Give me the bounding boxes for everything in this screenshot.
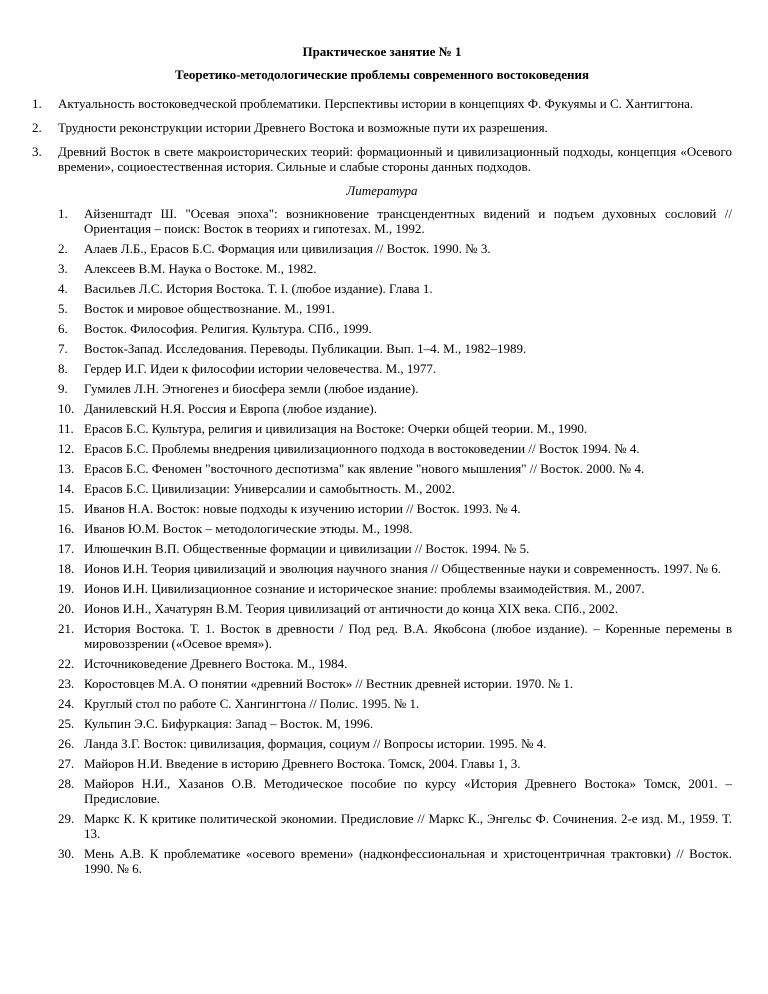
literature-number: 7. bbox=[58, 341, 68, 356]
question-number: 1. bbox=[32, 96, 42, 111]
literature-item bbox=[58, 716, 732, 731]
literature-text: Ланда З.Г. Восток: цивилизация, формация, социум // Вопросы истории. 1995. № 4. bbox=[84, 736, 547, 751]
literature-number: 3. bbox=[58, 261, 68, 276]
literature-number: 15. bbox=[58, 501, 75, 516]
literature-number: 18. bbox=[58, 561, 75, 576]
literature-text: Майоров Н.И., Хазанов О.В. Методическое пособие по курсу «История Древнего Востока» Томск, 2001. – Предисловие. bbox=[84, 776, 732, 806]
literature-number: 25. bbox=[58, 716, 75, 731]
literature-text: Алаев Л.Б., Ерасов Б.С. Формация или цивилизация // Восток. 1990. № 3. bbox=[84, 241, 491, 256]
literature-number: 30. bbox=[58, 846, 75, 861]
literature-item bbox=[58, 501, 732, 516]
literature-number: 20. bbox=[58, 601, 75, 616]
literature-item bbox=[58, 421, 732, 436]
literature-item bbox=[58, 301, 732, 316]
literature-item bbox=[58, 541, 732, 556]
literature-text: Иванов Н.А. Восток: новые подходы к изучению истории // Восток. 1993. № 4. bbox=[84, 501, 521, 516]
question-text: Актуальность востоковедческой проблематики. Перспективы истории в концепциях Ф. Фукуямы и С. Хантигтона. bbox=[58, 96, 694, 111]
literature-number: 23. bbox=[58, 676, 75, 691]
literature-number: 1. bbox=[58, 206, 68, 221]
literature-item bbox=[58, 341, 732, 356]
literature-text: Ионов И.Н. Теория цивилизаций и эволюция научного знания // Общественные науки и современность. 1997. № 6. bbox=[84, 561, 721, 576]
literature-text: Коростовцев М.А. О понятии «древний Восток» // Вестник древней истории. 1970. № 1. bbox=[84, 676, 574, 691]
literature-text: Ерасов Б.С. Проблемы внедрения цивилизационного подхода в востоковедении // Восток 1994. № 4. bbox=[84, 441, 640, 456]
literature-text: Гердер И.Г. Идеи к философии истории человечества. М., 1977. bbox=[84, 361, 437, 376]
literature-number: 9. bbox=[58, 381, 68, 396]
literature-item bbox=[58, 441, 732, 456]
literature-number: 28. bbox=[58, 776, 75, 791]
literature-text: Ионов И.Н. Цивилизационное сознание и историческое знание: проблемы взаимодействия. М., 2007. bbox=[84, 581, 645, 596]
literature-item bbox=[58, 381, 732, 396]
literature-number: 16. bbox=[58, 521, 75, 536]
question-text: Трудности реконструкции истории Древнего Востока и возможные пути их разрешения. bbox=[58, 120, 548, 135]
literature-item bbox=[58, 481, 732, 496]
literature-text: Мень А.В. К проблематике «осевого времени» (надконфессиональная и христоцентричная трактовки) // Восток. 1990. № 6. bbox=[84, 846, 732, 876]
literature-number: 26. bbox=[58, 736, 75, 751]
literature-item bbox=[58, 601, 732, 616]
literature-text: Ерасов Б.С. Культура, религия и цивилизация на Востоке: Очерки общей теории. М., 1990. bbox=[84, 421, 588, 436]
literature-number: 22. bbox=[58, 656, 75, 671]
literature-number: 12. bbox=[58, 441, 75, 456]
literature-text: Илюшечкин В.П. Общественные формации и цивилизации // Восток. 1994. № 5. bbox=[84, 541, 530, 556]
literature-number: 14. bbox=[58, 481, 75, 496]
literature-item bbox=[58, 581, 732, 596]
literature-item bbox=[58, 281, 732, 296]
question-item bbox=[32, 120, 732, 135]
literature-item bbox=[58, 736, 732, 751]
literature-number: 4. bbox=[58, 281, 68, 296]
literature-item bbox=[58, 261, 732, 276]
literature-text: Иванов Ю.М. Восток – методологические этюды. М., 1998. bbox=[84, 521, 413, 536]
literature-text: Данилевский Н.Я. Россия и Европа (любое издание). bbox=[84, 401, 377, 416]
question-item bbox=[32, 96, 732, 111]
literature-text: Восток-Запад. Исследования. Переводы. Публикации. Вып. 1–4. М., 1982–1989. bbox=[84, 341, 527, 356]
page-title: Практическое занятие № 1 bbox=[302, 44, 462, 59]
literature-text: Маркс К. К критике политической экономии. Предисловие // Маркс К., Энгельс Ф. Сочинения. 2-е изд. М., 1959. Т. 13. bbox=[84, 811, 732, 841]
question-number: 3. bbox=[32, 144, 42, 159]
literature-text: Майоров Н.И. Введение в историю Древнего Востока. Томск, 2004. Главы 1, 3. bbox=[84, 756, 521, 771]
literature-number: 19. bbox=[58, 581, 75, 596]
literature-item bbox=[58, 846, 732, 876]
literature-number: 10. bbox=[58, 401, 75, 416]
literature-number: 29. bbox=[58, 811, 75, 826]
literature-text: Ерасов Б.С. Цивилизации: Универсалии и самобытность. М., 2002. bbox=[84, 481, 455, 496]
literature-number: 8. bbox=[58, 361, 68, 376]
literature-item bbox=[58, 321, 732, 336]
literature-number: 2. bbox=[58, 241, 68, 256]
literature-text: Васильев Л.С. История Востока. Т. I. (любое издание). Глава 1. bbox=[84, 281, 433, 296]
literature-item bbox=[58, 401, 732, 416]
literature-item bbox=[58, 241, 732, 256]
literature-number: 17. bbox=[58, 541, 75, 556]
literature-text: Гумилев Л.Н. Этногенез и биосфера земли (любое издание). bbox=[84, 381, 419, 396]
literature-item bbox=[58, 461, 732, 476]
literature-list bbox=[32, 206, 732, 876]
literature-item bbox=[58, 361, 732, 376]
literature-number: 11. bbox=[58, 421, 74, 436]
question-text: Древний Восток в свете макроисторических теорий: формационный и цивилизационный подходы, концепция «Осевого времени», социоестественная история. Сильные и слабые стороны данных подходов. bbox=[58, 144, 732, 174]
literature-text: Восток и мировое обществознание. М., 1991. bbox=[84, 301, 335, 316]
literature-heading: Литература bbox=[346, 183, 418, 198]
literature-item bbox=[58, 521, 732, 536]
literature-number: 27. bbox=[58, 756, 75, 771]
literature-number: 21. bbox=[58, 621, 75, 636]
literature-item bbox=[58, 656, 732, 671]
literature-item bbox=[58, 756, 732, 771]
literature-text: Кульпин Э.С. Бифуркация: Запад – Восток. М, 1996. bbox=[84, 716, 374, 731]
literature-item bbox=[58, 206, 732, 236]
literature-item bbox=[58, 561, 732, 576]
literature-item bbox=[58, 696, 732, 711]
question-number: 2. bbox=[32, 120, 42, 135]
literature-text: История Востока. Т. 1. Восток в древности / Под ред. В.А. Якобсона (любое издание). – Коренные перемены в мировоззрении («Осевое время»). bbox=[84, 621, 732, 651]
literature-text: Ерасов Б.С. Феномен "восточного деспотизма" как явление "нового мышления" // Восток. 2000. № 4. bbox=[84, 461, 645, 476]
questions-list bbox=[32, 96, 732, 174]
page-subtitle: Теоретико-методологические проблемы современного востоковедения bbox=[174, 67, 590, 82]
literature-number: 6. bbox=[58, 321, 68, 336]
literature-item bbox=[58, 811, 732, 841]
literature-item bbox=[58, 621, 732, 651]
literature-text: Айзенштадт Ш. "Осевая эпоха": возникновение трансцендентных видений и подъем духовных сословий // Ориентация – поиск: Восток в теориях и гипотезах. М., 1992. bbox=[84, 206, 732, 236]
literature-text: Восток. Философия. Религия. Культура. СПб., 1999. bbox=[84, 321, 372, 336]
question-item bbox=[32, 144, 732, 174]
literature-text: Ионов И.Н., Хачатурян В.М. Теория цивилизаций от античности до конца XIX века. СПб., 2002. bbox=[84, 601, 618, 616]
literature-text: Алексеев В.М. Наука о Востоке. М., 1982. bbox=[84, 261, 317, 276]
literature-item bbox=[58, 776, 732, 806]
literature-item bbox=[58, 676, 732, 691]
literature-number: 13. bbox=[58, 461, 75, 476]
literature-number: 5. bbox=[58, 301, 68, 316]
literature-text: Источниковедение Древнего Востока. М., 1984. bbox=[84, 656, 348, 671]
literature-text: Круглый стол по работе С. Хангингтона // Полис. 1995. № 1. bbox=[84, 696, 420, 711]
literature-number: 24. bbox=[58, 696, 75, 711]
